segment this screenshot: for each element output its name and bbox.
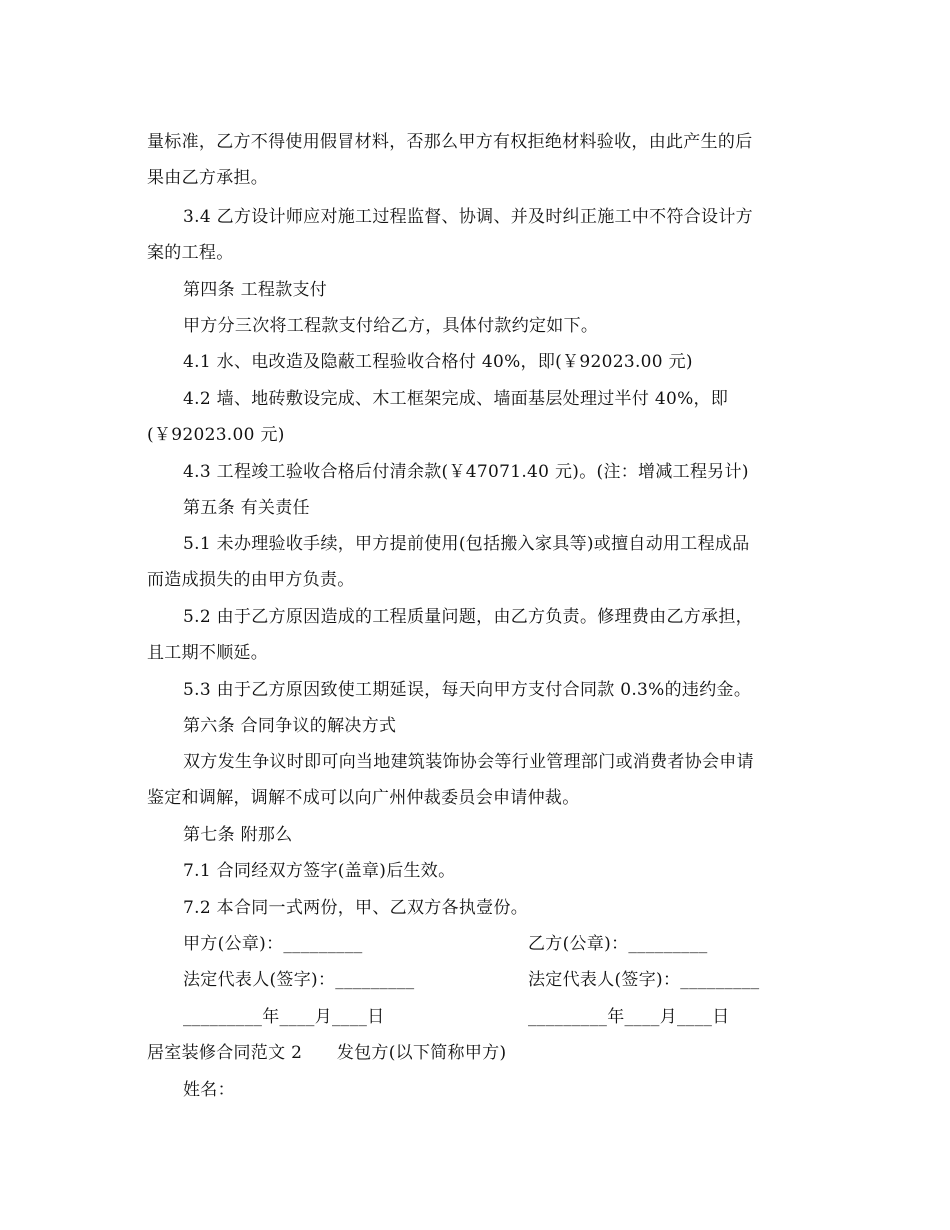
clause-4-3: 4.3 工程竣工验收合格后付清余款(￥47071.40 元)。(注：增减工程另计) (183, 462, 749, 482)
clause-4-2: 4.2 墙、地砖敷设完成、木工框架完成、墙面基层处理过半付 40%，即 (183, 389, 729, 409)
clause-4-1: 4.1 水、电改造及隐蔽工程验收合格付 40%，即(￥92023.00 元) (183, 352, 693, 372)
clause-5-3: 5.3 由于乙方原因致使工期延误，每天向甲方支付合同款 0.3%的违约金。 (183, 680, 752, 700)
clause-7-1: 7.1 合同经双方签字(盖章)后生效。 (183, 861, 456, 881)
clause-4-2-end: (￥92023.00 元) (147, 425, 285, 445)
clause-3-4: 3.4 乙方设计师应对施工过程监督、协调、并及时纠正施工中不符合设计方 (183, 207, 753, 227)
party-b-date-line: _________年____月____日 (528, 1007, 730, 1027)
party-a-representative-line: 法定代表人(签字)：_________ (183, 970, 415, 990)
clause-3-4-end: 案的工程。 (147, 243, 234, 263)
party-b-representative-line: 法定代表人(签字)：_________ (528, 970, 760, 990)
payment-intro: 甲方分三次将工程款支付给乙方，具体付款约定如下。 (183, 316, 599, 336)
party-a-seal-line: 甲方(公章)：_________ (183, 934, 363, 954)
dispute-clause: 双方发生争议时即可向当地建筑装饰协会等行业管理部门或消费者协会申请 (183, 752, 754, 772)
party-b-seal-line: 乙方(公章)：_________ (528, 934, 708, 954)
party-a-date-line: _________年____月____日 (183, 1007, 385, 1027)
clause-3-3-end: 果由乙方承担。 (147, 168, 269, 188)
article-4-heading: 第四条 工程款支付 (183, 280, 328, 300)
clause-5-1-end: 而造成损失的由甲方负责。 (147, 570, 355, 590)
article-7-heading: 第七条 附那么 (183, 825, 293, 845)
clause-3-3-continued: 量标准，乙方不得使用假冒材料，否那么甲方有权拒绝材料验收，由此产生的后 (147, 132, 753, 152)
next-contract-heading: 居室装修合同范文 2 发包方(以下简称甲方) (147, 1043, 507, 1063)
clause-7-2: 7.2 本合同一式两份，甲、乙双方各执壹份。 (183, 898, 529, 918)
article-6-heading: 第六条 合同争议的解决方式 (183, 716, 397, 736)
clause-5-2-end: 且工期不顺延。 (147, 643, 269, 663)
clause-5-1: 5.1 未办理验收手续，甲方提前使用(包括搬入家具等)或擅自动用工程成品 (183, 534, 750, 554)
dispute-clause-end: 鉴定和调解，调解不成可以向广州仲裁委员会申请仲裁。 (147, 788, 580, 808)
name-label: 姓名： (183, 1080, 235, 1100)
article-5-heading: 第五条 有关责任 (183, 498, 310, 518)
clause-5-2: 5.2 由于乙方原因造成的工程质量问题，由乙方负责。修理费由乙方承担， (183, 607, 753, 627)
